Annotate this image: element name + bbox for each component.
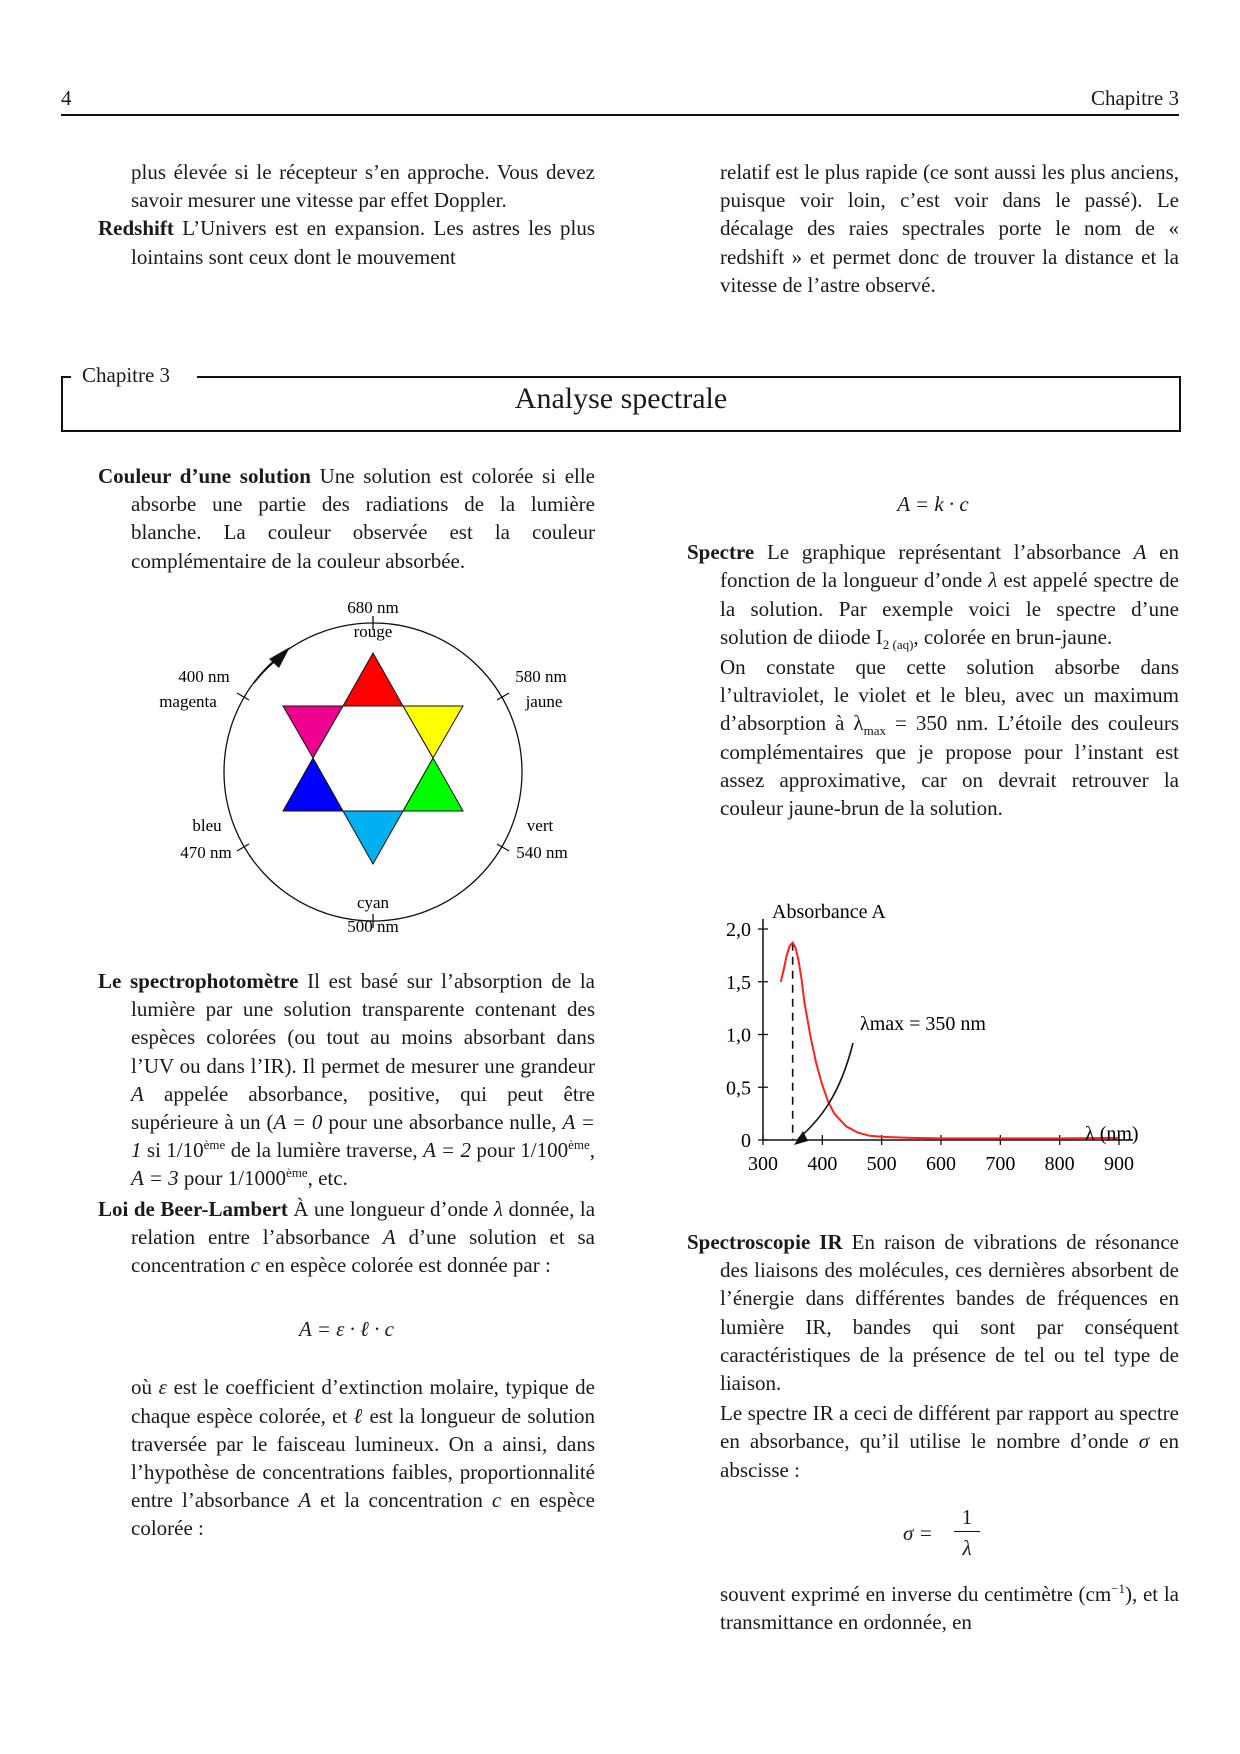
- ir-text: En raison de vibrations de résonance des liaisons des molécules, ces dernières absorbent de l’énergie dans différentes bandes de fréquences en lumière IR, bandes qui sont par conséquent caractéristiques de la présence de tel ou tel type de liaison.: [720, 1230, 1179, 1396]
- ir-text: Le spectre IR a ceci de différent par rapport au spectre en absorbance, qu’il utilise le nombre d’onde: [720, 1401, 1179, 1454]
- label-500nm: 500 nm: [347, 917, 399, 936]
- superscript: ème: [285, 1165, 308, 1181]
- spectre-text: est appelé spectre de la solution. Par exemple voici le spectre d’une solution de diiode I: [720, 568, 1179, 649]
- label-470nm: 470 nm: [180, 843, 232, 862]
- right-column-top: [687, 490, 1179, 822]
- beer-text: en espèce colorée est donnée par :: [259, 1253, 551, 1278]
- extinction-paragraph: [98, 1373, 595, 1542]
- label-rouge: rouge: [353, 622, 393, 641]
- redshift-entry: [98, 214, 595, 270]
- chapter-label: Chapitre 3: [82, 363, 171, 387]
- ir-paragraph-2: [687, 1399, 1179, 1484]
- ir-text: en abscisse :: [720, 1429, 1179, 1482]
- math-A: A: [382, 1224, 396, 1249]
- beer-equation: A = ε · ℓ · c: [299, 1317, 394, 1342]
- math-A: A: [1133, 540, 1147, 565]
- ou-text: où: [131, 1375, 159, 1400]
- color-star-figure: [140, 590, 600, 950]
- x-tick-label: 600: [926, 1153, 956, 1175]
- label-vert: vert: [526, 816, 554, 835]
- last-paragraph: [687, 1580, 1179, 1636]
- couleur-entry: [98, 462, 595, 575]
- x-tick-label: 400: [807, 1153, 838, 1175]
- couleur-text: Une solution est colorée si elle absorbe une partie des radiations de la lumière blanche. La couleur observée est la couleur complémentaire de la couleur absorbée.: [131, 464, 595, 573]
- math-eq: A = 0: [273, 1110, 323, 1135]
- math-eq: A = 3: [131, 1166, 179, 1191]
- spectre-text: en fonction de la longueur d’onde: [720, 540, 1179, 593]
- y-tick-label: 0,5: [726, 1077, 751, 1100]
- math-A: A: [131, 1081, 144, 1106]
- beer-text: donnée, la relation entre l’absorbance: [131, 1196, 596, 1249]
- ir-entry: [654, 1228, 1179, 1397]
- couleur-term: Couleur d’une solution: [98, 464, 311, 488]
- spectro-text: pour une absorbance nulle,: [322, 1110, 563, 1135]
- ou-text: et la concentration: [311, 1488, 492, 1513]
- annotation-arrowhead-icon: [794, 1131, 808, 1145]
- spectre-text: , colorée en brun-jaune.: [913, 624, 1113, 649]
- subscript: 2 (aq): [882, 637, 914, 652]
- absorbance-curve: [781, 943, 1119, 1139]
- spectro-text: si 1/10: [141, 1138, 204, 1163]
- right-column-bottom: [687, 1228, 1179, 1636]
- doppler-paragraph: plus élevée si le récepteur s’en approche. Vous devez savoir mesurer une vitesse par effet Doppler.: [131, 160, 595, 213]
- y-tick-label: 1,5: [726, 971, 751, 994]
- spectro-text: de la lumière traverse,: [225, 1138, 424, 1163]
- chart-series: [781, 943, 1119, 1140]
- math-ell: ℓ: [353, 1403, 364, 1428]
- math-sigma: σ: [1138, 1429, 1150, 1454]
- superscript: ème: [568, 1137, 590, 1153]
- x-tick-label: 800: [1044, 1153, 1075, 1175]
- spectro-text: appelée absorbance, positive, qui peut être supérieure à un (: [131, 1081, 595, 1135]
- label-580nm: 580 nm: [515, 667, 567, 686]
- beer-term: Loi de Beer-Lambert: [98, 1196, 288, 1221]
- subscript: max: [863, 723, 887, 739]
- ou-text: est la longueur de solution traversée par le faisceau lumineux. On a ainsi, dans l’hypothèse de concentrations faibles, proportionnalité entre l’absorbance: [131, 1403, 595, 1513]
- beer-text: À une longueur d’onde: [293, 1196, 494, 1221]
- page-number: 4: [61, 86, 72, 110]
- sigma-numerator: 1: [961, 1504, 973, 1529]
- chart-ylabel: Absorbance A: [772, 901, 886, 923]
- header-rule: [61, 114, 1179, 116]
- spectro-term: Le spectrophotomètre: [98, 969, 299, 993]
- redshift-text: L’Univers est en expansion. Les astres les plus lointains sont ceux dont le mouvement: [131, 216, 595, 269]
- triangle-cyan: [343, 811, 403, 864]
- spectre-term: Spectre: [687, 540, 755, 565]
- chapter-title: Analyse spectrale: [514, 382, 728, 415]
- math-epsilon: ε: [158, 1375, 167, 1400]
- fraction-bar: [954, 1531, 980, 1533]
- chart-xlabel: λ (nm): [1085, 1123, 1139, 1145]
- redshift-continued: relatif est le plus rapide (ce sont aussi les plus anciens, puisque voir loin, c’est voir dans le passé). Le décalage des raies spectrales porte le nom de « redshift » et permet donc de trouver la distance et la vitesse de l’astre observé.: [720, 160, 1179, 297]
- label-400nm: 400 nm: [178, 667, 230, 686]
- constate-text: = 350 nm. L’étoile des couleurs complémentaires que je propose pour l’instant est assez approximative, car on devrait retrouver la couleur jaune-brun de la solution.: [720, 711, 1179, 821]
- top-left-column: [98, 158, 595, 271]
- ou-text: en espèce colorée :: [131, 1488, 596, 1541]
- sigma-denominator: λ: [962, 1535, 972, 1560]
- spectro-text: pour 1/1000: [178, 1166, 286, 1191]
- ir-term: Spectroscopie IR: [687, 1230, 843, 1254]
- spectro-text: ,: [589, 1138, 596, 1163]
- kc-equation: A = k · c: [897, 492, 969, 516]
- math-c: c: [491, 1488, 502, 1513]
- x-tick-label: 700: [985, 1153, 1016, 1175]
- label-magenta: magenta: [159, 692, 217, 711]
- superscript: −1: [1111, 1580, 1126, 1596]
- math-eq: A = 2: [423, 1138, 471, 1163]
- last-text: souvent exprimé en inverse du centimètre (cm: [720, 1581, 1112, 1606]
- last-text: ), et la transmittance en ordonnée, en: [720, 1581, 1180, 1635]
- sigma-lhs: σ =: [903, 1520, 933, 1545]
- math-lambda: λ: [988, 568, 998, 593]
- label-680nm: 680 nm: [347, 598, 399, 617]
- absorbance-chart: [700, 895, 1170, 1210]
- left-column-bottom: [98, 967, 595, 1543]
- spectro-text: , etc.: [307, 1166, 348, 1191]
- spectro-text: pour 1/100: [470, 1138, 569, 1163]
- top-right-column: [687, 158, 1179, 299]
- label-bleu: bleu: [192, 816, 222, 835]
- chart-annotation: λmax = 350 nm: [860, 1013, 986, 1035]
- label-540nm: 540 nm: [516, 843, 568, 862]
- math-A: A: [298, 1488, 312, 1513]
- left-column-top: [98, 462, 595, 575]
- x-tick-label: 900: [1104, 1153, 1134, 1175]
- ou-text: est le coefficient d’extinction molaire, typique de chaque espèce colorée, et: [131, 1375, 595, 1428]
- math-eq: A = 1: [131, 1110, 595, 1163]
- spectre-entry: [654, 538, 1179, 651]
- y-tick-label: 1,0: [726, 1024, 751, 1047]
- spectre-text: Le graphique représentant l’absorbance: [766, 540, 1134, 565]
- sigma-equation: [720, 1484, 1179, 1580]
- constate-paragraph: [687, 653, 1179, 822]
- beer-text: d’une solution et sa concentration: [131, 1224, 596, 1278]
- beer-lambert-entry: [98, 1195, 595, 1280]
- triangle-rouge: [343, 653, 403, 706]
- constate-text: On constate que cette solution absorbe dans l’ultraviolet, le violet et le bleu, avec un maximum d’absorption à λ: [720, 655, 1179, 736]
- redshift-term: Redshift: [98, 216, 174, 241]
- spectrophotometre-entry: [98, 967, 595, 1193]
- label-cyan: cyan: [356, 893, 390, 912]
- math-c: c: [250, 1253, 260, 1278]
- running-title: Chapitre 3: [1090, 86, 1179, 110]
- label-jaune: jaune: [525, 692, 563, 711]
- x-tick-label: 500: [866, 1153, 897, 1175]
- x-tick-label: 300: [748, 1153, 778, 1175]
- superscript: ème: [203, 1137, 226, 1153]
- rotation-arrow-icon: [269, 647, 290, 668]
- spectro-text: Il est basé sur l’absorption de la lumière par une solution transparente contenant des espèces colorées (ou tout au moins absorbant dans l’UV ou dans l’IR). Il permet de mesurer une grandeur: [131, 969, 596, 1078]
- math-lambda: λ: [493, 1196, 503, 1221]
- y-tick-label: 0: [741, 1130, 751, 1152]
- y-tick-label: 2,0: [726, 919, 751, 941]
